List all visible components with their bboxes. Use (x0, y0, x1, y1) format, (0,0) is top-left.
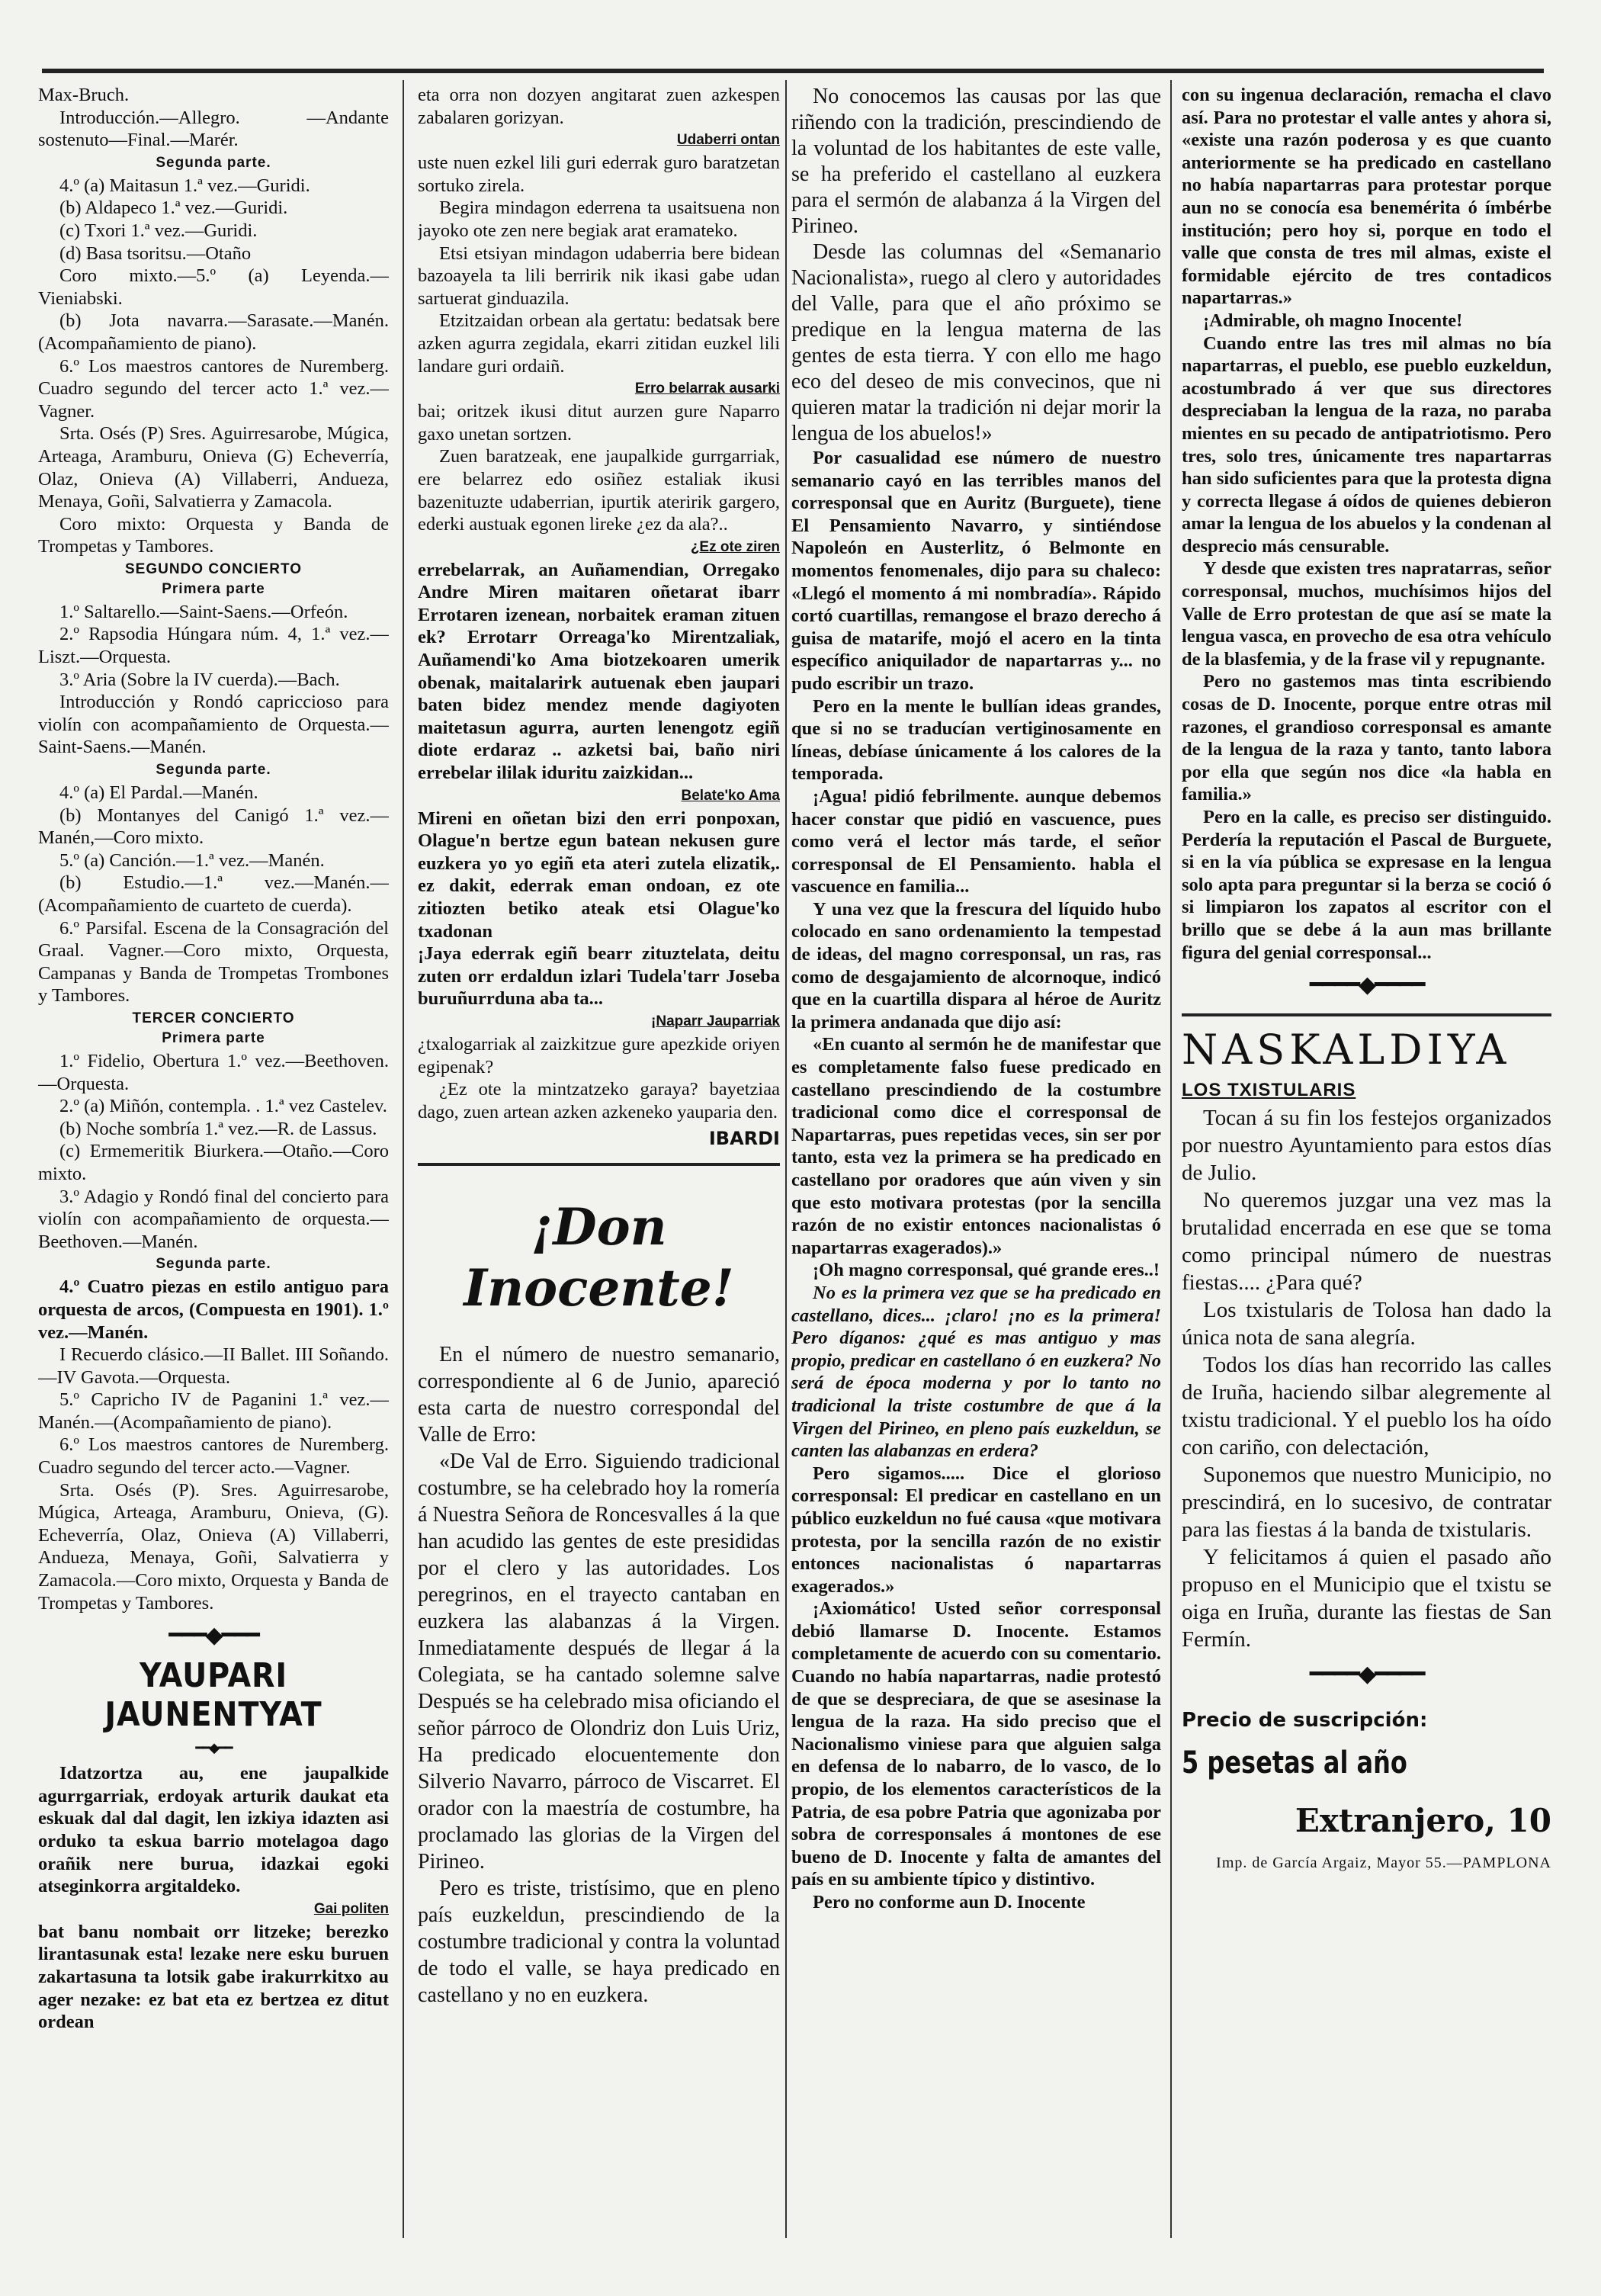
article-paragraph: Pero no conforme aun D. Inocente (813, 1892, 1086, 1912)
concert-line: 3.º Adagio y Rondó final del concierto para violín con acompañamiento de orquesta.—Beethoven.—Manén. (38, 1186, 389, 1252)
concert-line: I Recuerdo clásico.—II Ballet. III Soñando.—IV Gavota.—Orquesta. (38, 1344, 389, 1388)
article-paragraph: No conocemos las causas por las que riñendo con la tradición, prescindiendo de la voluntad de los habitantes de este valle, se ha preferido el castellano al euzkera para el sermón de alabanza á la Virgen del Pirineo. (791, 85, 1161, 238)
article-paragraph: En el número de nuestro semanario, correspondiente al 6 de Junio, apareció esta carta de nuestro correspondal del Valle de Erro: (418, 1343, 780, 1447)
article-paragraph: Pero es triste, tristísimo, que en pleno país euzkeldun, prescindiendo de la costumbre tradicional y contra la voluntad de todo el valle, se haya predicado en castellano y no en euzkera. (418, 1877, 780, 2008)
article-paragraph: ¡Agua! pidió febrilmente. aunque debemos hacer constar que pidió en vascuence, pues como verá el lector más tarde, el señor corresponsal de El Pensamiento. habla el vascuence en familia... (791, 785, 1161, 898)
divider-rule (418, 1163, 780, 1166)
concert-line: Srta. Osés (P). Sres. Aguirresarobe, Múgica, Arteaga, Aramburu, Onieva, (G). Echeverría, Olaz, Onieva (A) Villaberri, Andueza, Menaya, Goñi, Salvatierra y Zamacola.—Coro mixto, Orquesta y Banda de Trompetas y Tambores. (38, 1479, 389, 1614)
concert-line: 1.º Fidelio, Obertura 1.º vez.—Beethoven.—Orquesta. (38, 1050, 389, 1094)
concert-line: (d) Basa tsoritsu.—Otaño (59, 242, 252, 264)
concert-line: Coro mixto.—5.º (a) Leyenda.—Vieniabski. (38, 265, 389, 309)
column-divider (785, 80, 787, 2238)
section-subheading: Gai politen (313, 1900, 389, 1917)
section-subheading: Segunda parte. (156, 762, 271, 779)
section-subheading: Erro belarrak ausarki (634, 381, 780, 397)
article-paragraph: errebelarrak, an Auñamendian, Orregako Andre Miren maitaren oñetarat ibarr Errotaren izenean, norbaitek eraman zituen ek? Errotarr Orreaga'ko Mirentzaliak, Auñamendi'ko Ama biotzekoaren umerik obenak, maitalarirk autuenak eben jaupari baten bidez mendez mende dagiyoten maitetasun agurra, aurten lenengotz egiñ diote erdaraz .. azketsi bai, baño niri errebelar ililak iduritu zaizkidan... (418, 559, 780, 784)
column-1 (38, 84, 389, 2249)
concert-line: 6.º Los maestros cantores de Nuremberg. Cuadro segundo del tercer acto.—Vagner. (38, 1434, 389, 1479)
section-subheading: LOS TXISTULARIS (1182, 1080, 1356, 1101)
article-paragraph: Begira mindagon ederrena ta usaitsuena non jayoko ote zen nere begiak arat eramateko. (418, 197, 780, 241)
subscription-heading: Precio de suscripción: (1182, 1709, 1428, 1732)
article-paragraph: ¡Axiomático! Usted señor corresponsal debió llamarse D. Inocente. Estamos completamente de acuerdo con su comentario. Cuando no había napartarras, nadie protestó de que se despreciara, de que se asesinase la lengua de la raza. Ha sido preciso que el Nacionalismo viniese para que alguien salga en defensa de lo nabarro, de lo vasco, de lo propio, de los elementos característicos de la Patria, de esa pobre Patria que agonizaba por sobra de corresponsales á montones de ese bueno de D. Inocente y falta de amantes del país en su ambiente típico y distintivo. (791, 1598, 1161, 1890)
article-paragraph: Desde las columnas del «Semanario Nacionalista», ruego al clero y autoridades del Valle, para que el año próximo se predique en la lengua materna de las gentes de esta tierra. Y con ello me hago eco del deseo de mis convecinos, que ni quieren matar la tradición ni dejar morir la lengua de los abuelos!» (791, 240, 1161, 445)
article-paragraph: Etzitzaidan orbean ala gertatu: bedatsak bere azken agurra zegidala, ekarri zitidan euzkel lili landare guri ordaiñ. (418, 310, 780, 377)
concert-line: (b) Aldapeco 1.ª vez.—Guridi. (59, 197, 288, 219)
concert-line: 2.º (a) Miñón, contempla. . 1.ª vez Castelev. (59, 1096, 387, 1117)
section-subheading: Primera parte (162, 580, 265, 597)
concert-line: Introducción y Rondó capriccioso para violín con acompañamiento de Orquesta.—Saint-Saens.—Manén. (38, 692, 389, 758)
section-title: NASKALDIYA (1182, 1013, 1551, 1074)
ornament-divider: ━━━━◆━━━━ (1309, 1662, 1424, 1687)
subscription-price: 5 pesetas al año (1182, 1745, 1407, 1781)
concert-line: (b) Jota navarra.—Sarasate.—Manén. (Acompañamiento de piano). (38, 310, 389, 354)
concert-line: 6.º Parsifal. Escena de la Consagración del Graal. Vagner.—Coro mixto, Orquesta, Campanas y Banda de Trompetas Trombones y Tambores. (38, 917, 389, 1007)
printer-credit: Imp. de García Argaiz, Mayor 55.—PAMPLONA (1216, 1854, 1551, 1872)
article-paragraph: Y una vez que la frescura del líquido hubo colocado en sano ordenamiento la tempestad de ideas, del magno corresponsal, un ras, ras como de desgajamiento de alcornoque, indicó que en la cuartilla dispara al héroe de Auritz la primera andanada que dijo así: (791, 898, 1161, 1032)
concert-line: 5.º Capricho IV de Paganini 1.ª vez.—Manén.—(Acompañamiento de piano). (38, 1389, 389, 1433)
article-paragraph: bai; oritzek ikusi ditut aurzen gure Naparro gaxo unetan sortzen. (418, 401, 780, 445)
article-paragraph: ¿Ez ote la mintzatzeko garaya? bayetziaa dago, zuen artean azken azkeneko yauparia den. (418, 1079, 780, 1122)
concert-line: Introducción.—Allegro. —Andante sostenuto—Final.—Marér. (38, 107, 389, 151)
concert-line: 1.º Saltarello.—Saint-Saens.—Orfeón. (59, 601, 348, 622)
article-paragraph: bat banu nombait orr litzeke; berezko lirantasunak esta! lezake nere esku buruen zakartasuna ta lotsik gabe irakurrkitxo au ager nezake: ez bat eta ez bertzea ez ditut ordean (38, 1921, 389, 2033)
article-paragraph: Por casualidad ese número de nuestro semanario cayó en las terribles manos del corresponsal que en Auritz (Burguete), tiene El Pensamiento Navarro, y sintiéndose Napoleón en Austerlitz, ó Belmonte en momentos fenomenales, dijo para su chaleco: «Llegó el momento á mi nombradía». Rápido cortó cuartillas, remangose el brazo derecho á guisa de matarife, mojó el acero en la tinta específico aniquilador de napartarras y... no pudo escribir un trazo. (791, 448, 1161, 694)
column-divider (1170, 80, 1172, 2238)
concert-line: 2.º Rapsodia Húngara núm. 4, 1.ª vez.—Liszt.—Orquesta. (38, 624, 389, 668)
concert-line: (b) Estudio.—1.ª vez.—Manén.—(Acompañamiento de cuarteto de cuerda). (38, 872, 389, 916)
article-paragraph: Etsi etsiyan mindagon udaberria bere bidean bazoayela ta lili berririk nik ikasi gabe udan sartuerat ginduazila. (418, 242, 780, 309)
concert-line: (c) Txori 1.ª vez.—Guridi. (59, 220, 258, 241)
concert-line: Coro mixto: Orquesta y Banda de Trompetas y Tambores. (38, 513, 389, 557)
concert-heading: SEGUNDO CONCIERTO (124, 560, 302, 577)
article-paragraph: Idatzortza au, ene jaupalkide agurrgarriak, erdoyak arturik daukat eta eskuak dal dal dagit, len izkiya idazten asi orduko ta eskua barrio motelagoa dago orañik nere burua, idazkai egoki atseginkorra argitaldeko. (38, 1763, 389, 1897)
article-title: YAUPARI JAUNENTYAT (104, 1656, 322, 1735)
ornament-divider: ━━━◆━━━ (168, 1623, 258, 1649)
author-signature: IBARDI (708, 1128, 780, 1150)
column-2 (418, 84, 780, 2249)
article-paragraph: ¡Admirable, oh magno Inocente! (1203, 310, 1463, 331)
article-paragraph: Tocan á su fin los festejos organizados por nuestro Ayuntamiento para estos días de Julio. (1182, 1106, 1551, 1186)
section-subheading: Udaberri ontan (676, 132, 780, 149)
concert-line: (b) Noche sombría 1.ª vez.—R. de Lassus. (59, 1118, 377, 1139)
article-paragraph: ¿txalogarriak al zaizkitzue gure apezkide oriyen egipenak? (418, 1033, 780, 1077)
article-paragraph: Pero en la mente le bullían ideas grandes, que si no se traducían vertiginosamente en líneas, debíase únicamente á los calores de la temporada. (791, 695, 1161, 785)
article-paragraph: No queremos juzgar una vez mas la brutalidad encerrada en ese que se toma como principal número de nuestras fiestas.... ¿Para qué? (1182, 1188, 1551, 1296)
article-paragraph: uste nuen ezkel lili guri ederrak guro baratzetan sortuko zirela. (418, 153, 780, 196)
concert-line: 4.º (a) Maitasun 1.ª vez.—Guridi. (59, 175, 310, 196)
article-paragraph: Pero en la calle, es preciso ser distinguido. Perdería la reputación el Pascal de Burguete, si en la vía pública se expresase en la lengua solo apta para preguntar si la berza se coció ó si limpiaron los zapatos al escritor con el brillo que se debe á la aun mas brillante figura del genial corresponsal... (1182, 807, 1551, 963)
article-paragraph: No es la primera vez que se ha predicado en castellano, dices... ¡claro! ¡no es la primera! Pero díganos: ¿qué es mas antiguo y mas propio, predicar en castellano ó en euzkera? No será de época moderna y por lo tanto no tradicional la triste costumbre de que á la Virgen del Pirineo, en pleno país euzkeldun, se canten las alabanzas en erdera? (791, 1282, 1161, 1462)
article-paragraph: «De Val de Erro. Siguiendo tradicional costumbre, se ha celebrado hoy la romería á Nuestra Señora de Roncesvalles á la que han acudido las gentes de este presididas por el clero y las autoridades. Los peregrinos, en el trayecto cantaban en euzkera las alabanzas á la Virgen. Inmediatamente después de llegar á la Colegiata, se ha cantado solemne salve Después se ha celebrado misa oficiando el señor párroco de Olondriz don Luis Uriz, Ha predicado elocuentemente don Silverio Navarro, párroco de Viscarret. El orador con la maestría de costumbre, ha proclamado las glorias de la Virgen del Pirineo. (418, 1450, 780, 1874)
article-title: ¡Don Inocente! (464, 1197, 734, 1318)
article-paragraph: Pero sigamos..... Dice el glorioso corresponsal: El predicar en castellano en un público euzkeldun no fué causa «que motivara protesta, por la sencilla razón de no existir entonces nacionalistas ó napartarras exagerados.» (791, 1463, 1161, 1597)
article-paragraph: eta orra non dozyen angitarat zuen azkespen zabalaren gorizyan. (418, 85, 780, 128)
article-paragraph: Pero no gastemos mas tinta escribiendo cosas de D. Inocente, porque entre otras mil razones, el grandioso corresponsal es amante de la lengua de la raza y tanto, tanto labora por ella que según nos dice «la habla en familia.» (1182, 671, 1551, 805)
article-paragraph: Mireni en oñetan bizi den erri ponpoxan, Olague'n bertze egun batean nekusen gure euzkera yo yo egiñ eta ateri zutela elizatik,. ez dakit, ederrak eman ondoan, ez ote zitiozten betiko ateak etsi Olague'ko txadonan (418, 808, 780, 942)
concert-line: 5.º (a) Canción.—1.ª vez.—Manén. (59, 849, 325, 871)
article-paragraph: Zuen baratzeak, ene jaupalkide gurrgarriak, ere belarrez edo osiñez estaliak ikusi bazenituzte udaberrian, ipurtik ateririk gargero, ederki austuak egonen lireke ¿ez da ala?.. (418, 446, 780, 535)
concert-line: 4.º Cuatro piezas en estilo antiguo para orquesta de arcos, (Compuesta en 1901). 1.º vez.—Manén. (38, 1276, 389, 1343)
column-4 (1182, 84, 1551, 2249)
concert-line: 4.º (a) El Pardal.—Manén. (59, 782, 258, 804)
section-subheading: ¿Ez ote ziren (690, 538, 780, 555)
concert-line: (c) Ermemeritik Biurkera.—Otaño.—Coro mixto. (38, 1141, 389, 1184)
concert-heading: TERCER CONCIERTO (132, 1010, 295, 1026)
article-paragraph: ¡Jaya ederrak egiñ bearr zituztelata, deitu zuten orr erdaldun izlari Tudela'tarr Joseba buruñurrduna aba ta... (418, 943, 780, 1010)
article-paragraph: «En cuanto al sermón he de manifestar que es completamente falso fuese predicado en castellano prescindiendo de la costumbre tradicional como dice el corresponsal de Napartarras, pues repetidas veces, sin ser por tanto, esta vez la primera se ha predicado en castellano por oradores que aún viven y sin que esto motivara protestas (por la sencilla razón de no existir entonces nacionalistas ó napartarras exagerados).» (791, 1034, 1161, 1258)
section-subheading: Primera parte (162, 1029, 265, 1046)
subscription-foreign: Extranjero, 10 (1295, 1802, 1551, 1840)
article-paragraph: con su ingenua declaración, remacha el clavo así. Para no protestar el valle antes y ahora si, «existe una razón poderosa y es que cuanto anteriormente se ha predicado en castellano no había napartarras para protestar porque aun no se conocía esa benemérita ó ímbérbe institución; pero hoy si, porque en todo el valle que consta de tres mil almas, existe el formidable ejército de tres contadicos napartarras.» (1182, 85, 1551, 309)
concert-line: 6.º Los maestros cantores de Nuremberg. Cuadro segundo del tercer acto 1.ª vez.—Vagner. (38, 355, 389, 422)
article-paragraph: Todos los días han recorrido las calles de Iruña, haciendo silbar alegremente al txistu tradicional. Y el pueblo los ha oído con cariño, con delectación, (1182, 1353, 1551, 1460)
top-rule (42, 69, 1544, 73)
section-subheading: ¡Naparr Jauparriak (651, 1013, 780, 1029)
section-subheading: Segunda parte. (156, 154, 271, 171)
column-3 (791, 84, 1161, 2249)
column-divider (403, 80, 404, 2238)
concert-line: Srta. Osés (P) Sres. Aguirresarobe, Múgica, Arteaga, Aramburu, Onieva (G) Echeverría, Olaz, Onieva (A) Villaberri, Andueza, Menaya, Goñi, Salvatierra y Zamacola. (38, 423, 389, 512)
article-paragraph: Los txistularis de Tolosa han dado la única nota de sana alegría. (1182, 1298, 1551, 1350)
ornament-divider: ━━━━◆━━━━ (1309, 972, 1424, 998)
article-paragraph: Suponemos que nuestro Municipio, no prescindirá, en lo sucesivo, de contratar para las fiestas á la banda de txistularis. (1182, 1463, 1551, 1543)
article-paragraph: ¡Oh magno corresponsal, qué grande eres..! (813, 1260, 1160, 1281)
article-paragraph: Y felicitamos á quien el pasado año propuso en el Municipio que el txistu se oiga en Iruña, durante las fiestas de San Fermín. (1182, 1545, 1551, 1652)
article-paragraph: Cuando entre las tres mil almas no bía napartarras, el pueblo, ese pueblo euzkeldun, acostumbrado á ver que sus directores despreciaban la lengua de la raza, no paraba mientes en su pecado de antipatriotismo. Pero tres, solo tres, únicamente tres napartarras han sido suficientes para que la protesta digna y correcta llegase á oídos de quienes debieron amar la lengua de los abuelos y la condenan al desprecio más censurable. (1182, 332, 1551, 557)
section-subheading: Belate'ko Ama (681, 787, 780, 804)
concert-line: 3.º Aria (Sobre la IV cuerda).—Bach. (59, 669, 340, 690)
concert-line: (b) Montanyes del Canigó 1.ª vez.—Manén,—Coro mixto. (38, 804, 389, 849)
concert-line: Max-Bruch. (38, 85, 130, 105)
section-subheading: Segunda parte. (156, 1256, 271, 1273)
article-paragraph: Y desde que existen tres napratarras, señor corresponsal, muchos, muchísimos hijos del Valle de Erro protestan de que así se mate la lengua vasca, en provecho de esa otra vehículo de la blasfemia, y de la frase vil y repugnante. (1182, 558, 1551, 670)
ornament-divider: ━━◆━━ (195, 1740, 232, 1756)
